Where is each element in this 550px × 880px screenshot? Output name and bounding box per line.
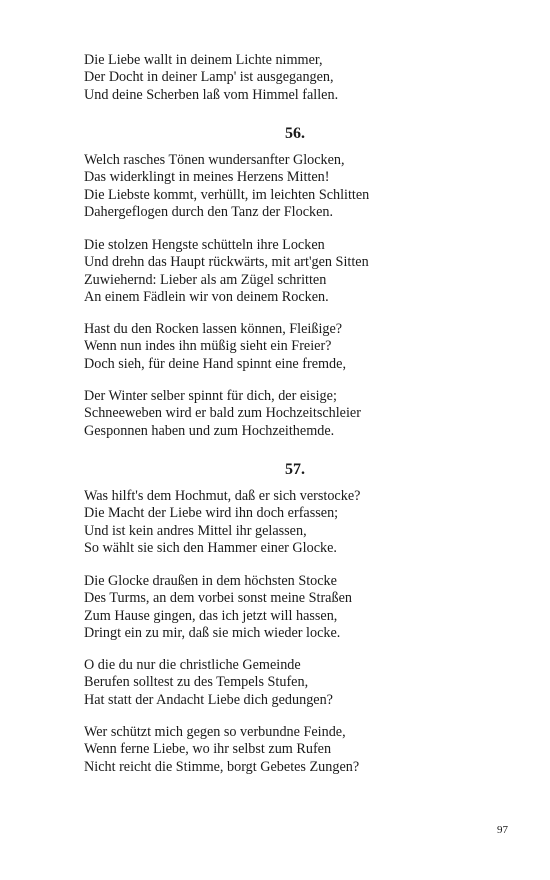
verse-line: Der Winter selber spinnt für dich, der eisige; — [84, 388, 337, 404]
verse-line: O die du nur die christliche Gemeinde — [84, 657, 301, 673]
verse-line: Hast du den Rocken lassen können, Fleißige? — [84, 321, 343, 337]
poem-number-56: 56. — [285, 125, 305, 142]
verse-line: Zuwiehernd: Lieber als am Zügel schritten — [84, 271, 327, 288]
verse-line: Schneeweben wird er bald zum Hochzeitschleier — [84, 405, 361, 422]
verse-line: Wer schützt mich gegen so verbundne Feinde, — [84, 724, 346, 740]
poem-56-stanza-4 — [84, 388, 484, 440]
verse-line: Die Glocke draußen in dem höchsten Stocke — [84, 573, 337, 589]
verse-line: Die Liebste kommt, verhüllt, im leichten Schlitten — [84, 186, 370, 203]
verse-line: Berufen solltest zu des Tempels Stufen, — [84, 674, 309, 691]
poem-55-stanza-end — [84, 52, 484, 104]
verse-line: Die Macht der Liebe wird ihn doch erfassen; — [84, 505, 339, 522]
verse-line: Das widerklingt in meines Herzens Mitten! — [84, 169, 330, 186]
poem-56-stanza-2 — [84, 237, 484, 306]
poem-57-stanza-3 — [84, 657, 484, 709]
verse-line: Gesponnen haben und zum Hochzeithemde. — [84, 422, 335, 439]
verse-line: Wenn ferne Liebe, wo ihr selbst zum Rufen — [84, 741, 332, 758]
verse-line: Welch rasches Tönen wundersanfter Glocken, — [84, 152, 345, 168]
verse-line: Des Turms, an dem vorbei sonst meine Straßen — [84, 590, 352, 607]
verse-line: So wählt sie sich den Hammer einer Glocke. — [84, 539, 337, 556]
poem-57-stanza-1 — [84, 488, 484, 557]
verse-line: Zum Hause gingen, das ich jetzt will hassen, — [84, 607, 338, 624]
verse-line: Wenn nun indes ihn müßig sieht ein Freier? — [84, 338, 332, 355]
verse-line: Und drehn das Haupt rückwärts, mit art'gen Sitten — [84, 254, 369, 271]
poem-number-57: 57. — [285, 461, 305, 478]
poem-56-stanza-3 — [84, 321, 484, 373]
verse-line: Der Docht in deiner Lamp' ist ausgegangen, — [84, 69, 334, 86]
poem-57-stanza-4 — [84, 724, 484, 776]
verse-line: Die stolzen Hengste schütteln ihre Locken — [84, 237, 325, 253]
page-number: 97 — [497, 824, 508, 836]
verse-line: Hat statt der Andacht Liebe dich gedungen? — [84, 691, 333, 708]
verse-line: An einem Fädlein wir von deinem Rocken. — [84, 288, 329, 305]
verse-line: Was hilft's dem Hochmut, daß er sich verstocke? — [84, 488, 361, 504]
poem-56-stanza-1 — [84, 152, 484, 221]
poem-57-stanza-2 — [84, 573, 484, 642]
verse-line: Die Liebe wallt in deinem Lichte nimmer, — [84, 52, 323, 68]
verse-line: Und deine Scherben laß vom Himmel fallen. — [84, 86, 339, 103]
verse-line: Nicht reicht die Stimme, borgt Gebetes Zungen? — [84, 758, 360, 775]
verse-line: Doch sieh, für deine Hand spinnt eine fremde, — [84, 355, 346, 372]
verse-line: Dringt ein zu mir, daß sie mich wieder locke. — [84, 624, 341, 641]
verse-line: Dahergeflogen durch den Tanz der Flocken. — [84, 203, 334, 220]
verse-line: Und ist kein andres Mittel ihr gelassen, — [84, 522, 307, 539]
